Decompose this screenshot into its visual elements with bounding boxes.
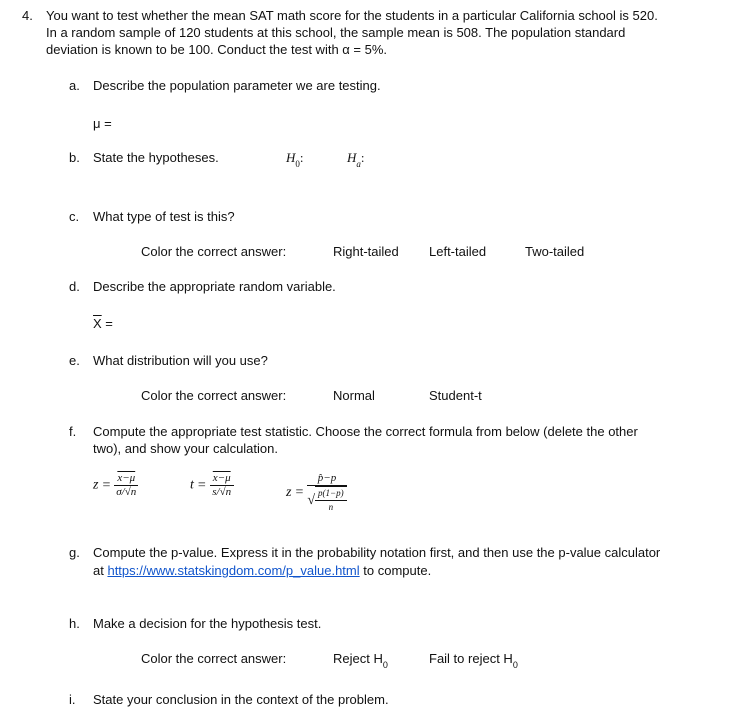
part-c-prompt: Color the correct answer: bbox=[141, 244, 287, 259]
part-f-letter: f. bbox=[69, 424, 77, 439]
option-right-tailed[interactable]: Right-tailed bbox=[333, 244, 399, 259]
mu-label: μ = bbox=[93, 116, 112, 131]
part-e-text: What distribution will you use? bbox=[93, 353, 268, 368]
formula-z-mean[interactable]: z = $\frac{x-\mu}{\sigma/√n}$ bbox=[93, 472, 137, 498]
part-d-text: Describe the appropriate random variable. bbox=[93, 279, 336, 294]
part-b-text: State the hypotheses. bbox=[93, 150, 219, 165]
question-intro-line1: You want to test whether the mean SAT math score for the students in a particular California school is 520. bbox=[46, 8, 658, 23]
question-number: 4. bbox=[22, 8, 33, 23]
part-i-letter: i. bbox=[69, 692, 76, 707]
part-f-text-line1: Compute the appropriate test statistic. Choose the correct formula from below (delete the other bbox=[93, 424, 638, 439]
part-g-letter: g. bbox=[69, 545, 80, 560]
formula-t-mean[interactable]: t = $\frac{x-\mu}{s/√n}$ bbox=[190, 472, 234, 499]
part-c-letter: c. bbox=[69, 209, 80, 224]
question-intro-line2: In a random sample of 120 students at this school, the sample mean is 508. The population standard bbox=[46, 25, 626, 40]
part-g-text-line2: at https://www.statskingdom.com/p_value.html to compute. bbox=[93, 563, 432, 578]
part-d-letter: d. bbox=[69, 279, 80, 294]
option-left-tailed[interactable]: Left-tailed bbox=[429, 244, 487, 259]
option-fail-to-reject-h0[interactable]: Fail to reject $H_0$ bbox=[429, 651, 518, 670]
option-student-t[interactable]: Student-t bbox=[429, 388, 482, 403]
option-normal[interactable]: Normal bbox=[333, 388, 375, 403]
formula-z-proportion[interactable]: z = p̂−p √ $\frac{p(1-p)}{n}$ bbox=[286, 472, 347, 514]
part-h-prompt: Color the correct answer: bbox=[141, 651, 287, 666]
null-hypothesis-label: $H_0$: bbox=[286, 150, 304, 169]
part-h-text: Make a decision for the hypothesis test. bbox=[93, 616, 322, 631]
p-value-calculator-link[interactable]: https://www.statskingdom.com/p_value.html bbox=[107, 563, 360, 578]
part-f-text-line2: two), and show your calculation. bbox=[93, 441, 278, 456]
part-h-letter: h. bbox=[69, 616, 80, 631]
part-a-letter: a. bbox=[69, 78, 80, 93]
question-intro-line3: deviation is known to be 100. Conduct the test with α = 5%. bbox=[46, 42, 388, 57]
option-reject-h0[interactable]: Reject $H_0$ bbox=[333, 651, 388, 670]
part-a-text: Describe the population parameter we are testing. bbox=[93, 78, 381, 93]
part-b-letter: b. bbox=[69, 150, 80, 165]
xbar-label: $\overline{X}$ = bbox=[93, 316, 113, 331]
part-c-text: What type of test is this? bbox=[93, 209, 235, 224]
part-e-letter: e. bbox=[69, 353, 80, 368]
option-two-tailed[interactable]: Two-tailed bbox=[525, 244, 585, 259]
part-g-text-line1: Compute the p-value. Express it in the probability notation first, and then use the p-value calculator bbox=[93, 545, 661, 560]
alt-hypothesis-label: $H_a$: bbox=[347, 150, 365, 169]
part-e-prompt: Color the correct answer: bbox=[141, 388, 287, 403]
part-i-text: State your conclusion in the context of the problem. bbox=[93, 692, 389, 707]
